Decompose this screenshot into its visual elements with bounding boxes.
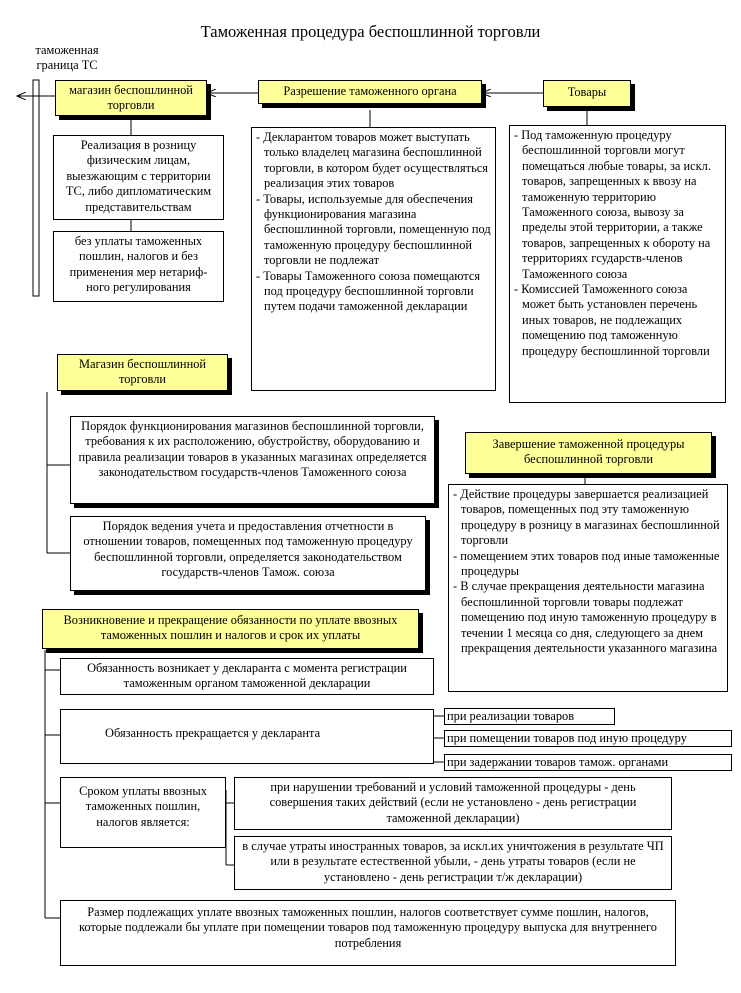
completion-item: - помещением этих товаров под иные таможенные процедуры (453, 549, 723, 580)
obligation-ends-text: Обязанность прекращается у декларанта (105, 726, 321, 740)
term-item-violation: при нарушении требований и условий таможенной процедуры - день совершения таких действий (если не установлено - день регистрации таможенной декларации) (234, 777, 672, 830)
obligation-arises-box: Обязанность возникает у декларанта с момента регистрации таможенным органом таможенной декларации (60, 658, 434, 695)
completion-item: - В случае прекращения деятельности магазина беспошлинной торговли товары подлежат помещению под иную таможенную процедуру в течении 1 месяца со дня, следующего за днем прекращения деятельности указанного магазина (453, 579, 723, 656)
permission-item: - Товары Таможенного союза помещаются под процедуру беспошлинной торговли путем подачи таможенной декларации (256, 269, 491, 315)
obligation-header: Возникновение и прекращение обязанности по уплате ввозных таможенных пошлин и налогов и срок их уплаты (42, 609, 419, 649)
term-box: Сроком уплаты ввозных таможенных пошлин, налогов является: (60, 777, 226, 848)
permission-item: - Товары, используемые для обеспечения функционирования магазина беспошлинной торговли, помещенную под таможенную процедуру беспошлинной торговли не подлежат (256, 192, 491, 269)
page-title: Таможенная процедура беспошлинной торговли (200, 22, 541, 41)
completion-item: - Действие процедуры завершается реализацией товаров, помещенных под эту таможенную процедуру в розницу в магазинах беспошлинной торговли (453, 487, 723, 549)
goods-box: Товары (543, 80, 631, 107)
term-item-loss: в случае утраты иностранных товаров, за искл.их уничтожения в результате ЧП или в результате естественной убыли, - день утраты товаров (если не установлено - день регистрации т/ж декларации) (234, 836, 672, 890)
completion-details-box (448, 484, 728, 692)
permission-box: Разрешение таможенного органа (258, 80, 482, 104)
shop-accounting-box: Порядок ведения учета и предоставления отчетности в отношении товаров, помещенных под таможенную процедуру беспошлинной торговли, определяется законодательством государств-членов Тамож. союза (70, 516, 426, 591)
ends-item-sale: при реализации товаров (444, 708, 615, 725)
shop-order-box: Порядок функционирования магазинов беспошлинной торговли, требования к их расположению, обустройству, оборудованию и правила реализации товаров в указанных магазинах определяется законодательством государств-членов Таможенного союза (70, 416, 435, 504)
ends-item-detention: при задержании товаров тамож. органами (444, 754, 732, 771)
customs-border-bar (33, 80, 39, 296)
customs-border-label: таможенная граница ТС (35, 43, 99, 73)
goods-item: - Под таможенную процедуру беспошлинной торговли могут помещаться любые товары, за искл. товаров, запрещенных к ввозу на таможенную территорию Таможенного союза, вывозу за пределы этой территории, а также товаров, запрещенных к обороту на территориях гсударств-членов Таможенного союза (514, 128, 721, 282)
retail-box: Реализация в розницу физическим лицам, выезжающим с территории ТС, либо дипломатическим представительствам (53, 135, 224, 220)
completion-header: Завершение таможенной процедуры беспошлинной торговли (465, 432, 712, 474)
obligation-ends-box (60, 709, 434, 764)
permission-details-box (251, 127, 496, 391)
no-duty-box: без уплаты таможенных пошлин, налогов и без применения мер нетариф-ного регулирования (53, 231, 224, 302)
goods-item: - Комиссией Таможенного союза может быть установлен перечень иных товаров, не подлежащих помещению под таможенную процедуру беспошлинной торговли (514, 282, 721, 359)
shop-box: магазин беспошлинной торговли (55, 80, 207, 116)
amount-box: Размер подлежащих уплате ввозных таможенных пошлин, налогов соответствует сумме пошлин, налогов, которые подлежали бы уплате при помещении товаров под таможенную процедуру выпуска для внутреннего потребления (60, 900, 676, 966)
permission-item: - Декларантом товаров может выступать только владелец магазина беспошлинной торговли, в котором будет осуществляться реализация этих товаров (256, 130, 491, 192)
ends-item-other-procedure: при помещении товаров под иную процедуру (444, 730, 732, 747)
shop-section-header: Магазин беспошлинной торговли (57, 354, 228, 391)
goods-details-box (509, 125, 726, 403)
